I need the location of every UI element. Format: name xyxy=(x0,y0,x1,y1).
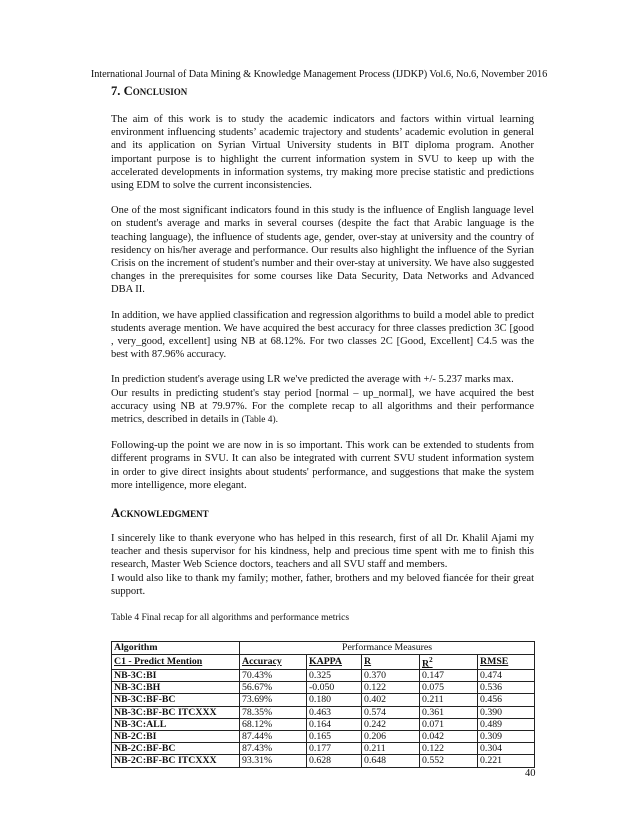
header-r-squared-sup: 2 xyxy=(429,655,433,664)
cell-r: 0.402 xyxy=(362,694,420,706)
section-heading-acknowledgment: Acknowledgment xyxy=(111,506,209,521)
cell-accuracy: 78.35% xyxy=(240,706,307,718)
table-header-row-1 xyxy=(112,642,535,654)
main-content xyxy=(111,84,534,768)
cell-r-squared: 0.361 xyxy=(420,706,478,718)
paragraph-5 xyxy=(111,387,534,428)
table-reference: (Table 4). xyxy=(241,415,278,426)
cell-r: 0.242 xyxy=(362,718,420,730)
cell-r: 0.370 xyxy=(362,669,420,681)
page-number: 40 xyxy=(525,768,536,779)
cell-r: 0.122 xyxy=(362,682,420,694)
header-r: R xyxy=(362,654,420,669)
cell-algorithm: NB-2C:BF-BC xyxy=(112,743,240,755)
cell-r-squared: 0.075 xyxy=(420,682,478,694)
cell-rmse: 0.536 xyxy=(478,682,535,694)
cell-accuracy: 93.31% xyxy=(240,755,307,767)
cell-r: 0.211 xyxy=(362,743,420,755)
cell-algorithm: NB-2C:BF-BC ITCXXX xyxy=(112,755,240,767)
cell-rmse: 0.456 xyxy=(478,694,535,706)
cell-r-squared: 0.042 xyxy=(420,730,478,742)
acknowledgment-paragraph-1: I sincerely like to thank everyone who has helped in this research, first of all Dr. Khalil Ajami my teacher and thesis supervisor for his kindness, help and precious time spent with me to finish this research, Master Web Science doctors, teachers and all SVU staff and members. xyxy=(111,533,534,571)
cell-accuracy: 56.67% xyxy=(240,682,307,694)
table-row xyxy=(112,706,535,718)
cell-r-squared: 0.552 xyxy=(420,755,478,767)
cell-rmse: 0.304 xyxy=(478,743,535,755)
paragraph-2: One of the most significant indicators found in this study is the influence of English language level on student's average and marks in several courses (despite the fact that Arabic language is the teaching language), the influence of students age, gender, over-stay at university and the country of residency on his/her average and performance. Our results also highlight the influence of the Syrian Crisis on the increment of student's number and their over-stay at university. We have also suggested changes in the prerequisites for some courses like Data Security, Data Networks and Advanced DBA II. xyxy=(111,205,534,296)
cell-kappa: 0.463 xyxy=(307,706,362,718)
cell-algorithm: NB-3C:BF-BC xyxy=(112,694,240,706)
cell-rmse: 0.309 xyxy=(478,730,535,742)
cell-rmse: 0.489 xyxy=(478,718,535,730)
paragraph-4: In prediction student's average using LR we've predicted the average with +/- 5.237 marks max. xyxy=(111,374,514,386)
table-row xyxy=(112,669,535,681)
cell-kappa: 0.177 xyxy=(307,743,362,755)
header-r-squared xyxy=(420,654,478,669)
header-rmse: RMSE xyxy=(478,654,535,669)
cell-algorithm: NB-3C:BI xyxy=(112,669,240,681)
cell-r-squared: 0.147 xyxy=(420,669,478,681)
cell-kappa: 0.325 xyxy=(307,669,362,681)
cell-accuracy: 87.44% xyxy=(240,730,307,742)
table-caption: Table 4 Final recap for all algorithms and performance metrics xyxy=(111,613,350,624)
cell-accuracy: 68.12% xyxy=(240,718,307,730)
cell-kappa: 0.165 xyxy=(307,730,362,742)
cell-kappa: 0.628 xyxy=(307,755,362,767)
paragraph-6: Following-up the point we are now in is so important. This work can be extended to students from different programs in SVU. It can also be integrated with current SVU student information system in order to give direct insights about students' performance, and suggestions that make the system more intelligence, more elegant. xyxy=(111,440,534,491)
cell-accuracy: 70.43% xyxy=(240,669,307,681)
cell-rmse: 0.390 xyxy=(478,706,535,718)
table-header-row-2 xyxy=(112,654,535,669)
paragraph-3: In addition, we have applied classification and regression algorithms to build a model able to predict students average mention. We have acquired the best accuracy for three classes prediction 3C [good , very_good, excellent] using NB at 68.12%. For two classes 2C [Good, Excellent] C4.5 was the best with 87.96% accuracy. xyxy=(111,309,534,361)
paragraph-1: The aim of this work is to study the academic indicators and factors within virtual learning environment influencing students’ academic trajectory and students’ academic evolution in general and its application on Syrian Virtual University students in BIT diploma program. Another important purpose is to highlight the current information system in SVU to keep up with the accelerated developments in information systems, try making more precise statistic and predictions using EDM to solve the current inconsistencies. xyxy=(111,114,534,192)
cell-algorithm: NB-3C:ALL xyxy=(112,718,240,730)
cell-r: 0.574 xyxy=(362,706,420,718)
journal-header: International Journal of Data Mining & Knowledge Management Process (IJDKP) Vol.6, No.6, November 2016 xyxy=(90,69,548,80)
header-kappa: KAPPA xyxy=(307,654,362,669)
header-r-squared-base: R xyxy=(422,657,430,669)
table-row xyxy=(112,730,535,742)
cell-r: 0.648 xyxy=(362,755,420,767)
cell-algorithm: NB-3C:BF-BC ITCXXX xyxy=(112,706,240,718)
table-row xyxy=(112,718,535,730)
section-heading-conclusion: 7. Conclusion xyxy=(111,84,188,98)
cell-rmse: 0.474 xyxy=(478,669,535,681)
cell-rmse: 0.221 xyxy=(478,755,535,767)
cell-kappa: 0.164 xyxy=(307,718,362,730)
cell-accuracy: 73.69% xyxy=(240,694,307,706)
results-table xyxy=(111,641,535,767)
cell-r-squared: 0.071 xyxy=(420,718,478,730)
header-predict-mention: C1 - Predict Mention xyxy=(112,654,240,669)
cell-algorithm: NB-2C:BI xyxy=(112,730,240,742)
table-row xyxy=(112,694,535,706)
acknowledgment-paragraph-2: I would also like to thank my family; mother, father, brothers and my beloved fiancée for their great support. xyxy=(111,572,534,597)
cell-kappa: 0.180 xyxy=(307,694,362,706)
paragraph-5-text: Our results in predicting student's stay period [normal – up_normal], we have acquired the best accuracy using NB at 79.97%. For the complete recap to all algorithms and their performance metrics, described in details in xyxy=(111,387,534,426)
header-performance-measures: Performance Measures xyxy=(240,642,535,654)
header-accuracy: Accuracy xyxy=(240,654,307,669)
header-algorithm: Algorithm xyxy=(112,642,240,654)
cell-kappa: -0.050 xyxy=(307,682,362,694)
cell-algorithm: NB-3C:BH xyxy=(112,682,240,694)
cell-r-squared: 0.211 xyxy=(420,694,478,706)
cell-r-squared: 0.122 xyxy=(420,743,478,755)
table-row xyxy=(112,743,535,755)
table-row xyxy=(112,682,535,694)
table-body xyxy=(112,669,535,767)
cell-r: 0.206 xyxy=(362,730,420,742)
cell-accuracy: 87.43% xyxy=(240,743,307,755)
table-row xyxy=(112,755,535,767)
